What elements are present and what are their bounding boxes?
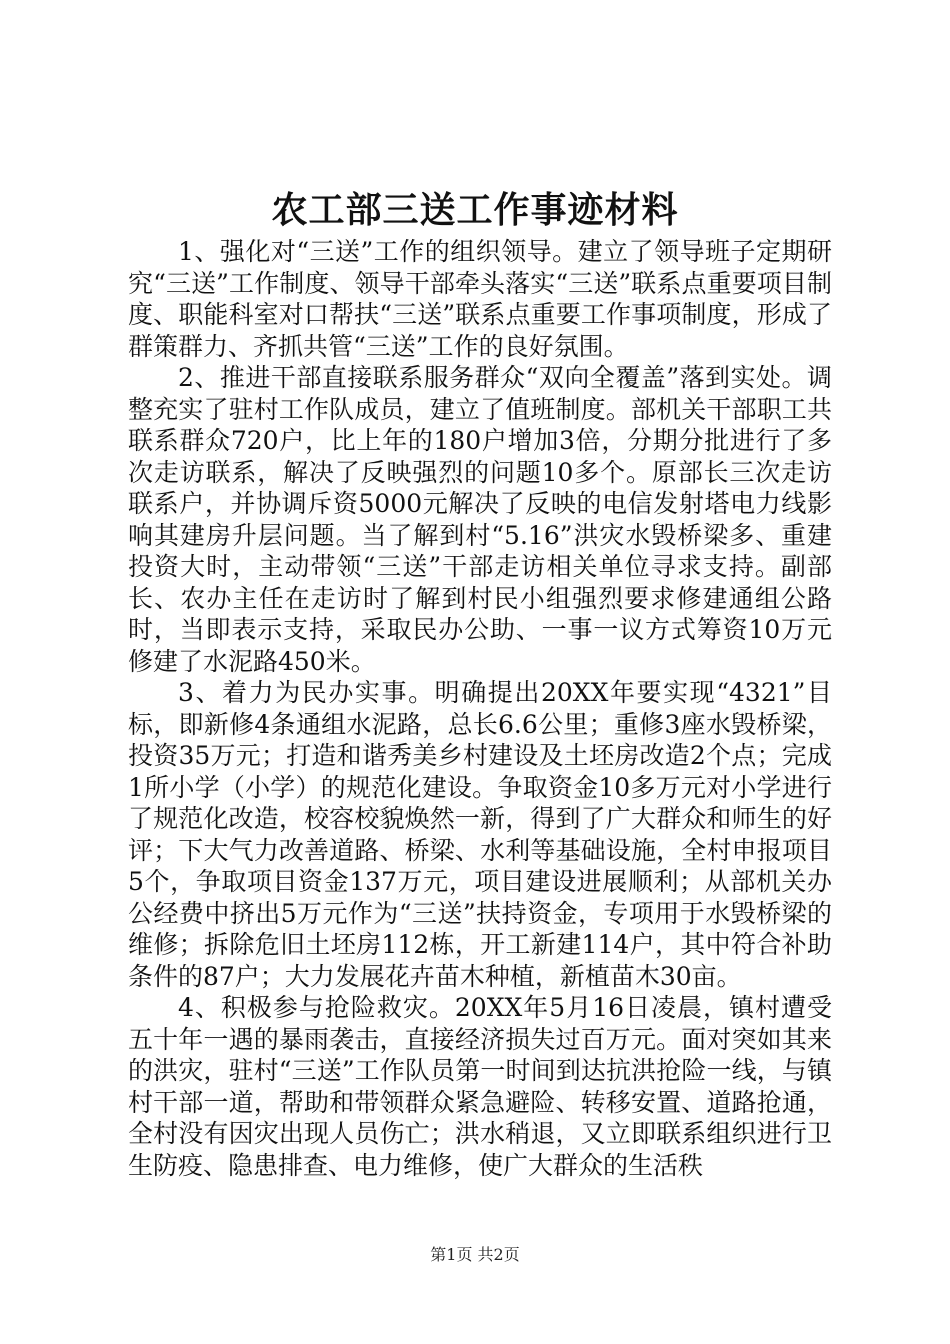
document-title: 农工部三送工作事迹材料: [271, 189, 679, 231]
paragraph-3: 3、着力为民办实事。明确提出20XX年要实现“4321”目标，即新修4条通组水泥路，总长6.6公里；重修3座水毁桥梁，投资35万元；打造和谐秀美乡村建设及土坯房改造2个点；完成1所小学（小学）的规范化建设。争取资金10多万元对小学进行了规范化改造，校容校貌焕然一新，得到了广大群众和师生的好评；下大气力改善道路、桥梁、水利等基础设施，全村申报项目5个，争取项目资金137万元，项目建设进展顺利；从部机关办公经费中挤出5万元作为“三送”扶持资金，专项用于水毁桥梁的维修；拆除危旧土坯房112栋，开工新建114户，其中符合补助条件的87户；大力发展花卉苗木种植，新植苗木30亩。: [128, 678, 832, 991]
paragraph-4: 4、积极参与抢险救灾。20XX年5月16日凌晨，镇村遭受五十年一遇的暴雨袭击，直接经济损失过百万元。面对突如其来的洪灾，驻村“三送”工作队员第一时间到达抗洪抢险一线，与镇村干部一道，帮助和带领群众紧急避险、转移安置、道路抢通，全村没有因灾出现人员伤亡；洪水稍退，又立即联系组织进行卫生防疫、隐患排查、电力维修，使广大群众的生活秩: [128, 993, 832, 1180]
document-body: [128, 236, 832, 1181]
paragraph-1: 1、强化对“三送”工作的组织领导。建立了领导班子定期研究“三送”工作制度、领导干部牵头落实“三送”联系点重要项目制度、职能科室对口帮扶“三送”联系点重要工作事项制度，形成了群策群力、齐抓共管“三送”工作的良好氛围。: [128, 237, 832, 361]
paragraph-2: 2、推进干部直接联系服务群众“双向全覆盖”落到实处。调整充实了驻村工作队成员，建立了值班制度。部机关干部职工共联系群众720户，比上年的180户增加3倍，分期分批进行了多次走访联系，解决了反映强烈的问题10多个。原部长三次走访联系户，并协调斥资5000元解决了反映的电信发射塔电力线影响其建房升层问题。当了解到村“5.16”洪灾水毁桥梁多、重建投资大时，主动带领“三送”干部走访相关单位寻求支持。副部长、农办主任在走访时了解到村民小组强烈要求修建通组公路时，当即表示支持，采取民办公助、一事一议方式筹资10万元修建了水泥路450米。: [128, 363, 832, 676]
page-number-footer: 第1页 共2页: [430, 1245, 520, 1264]
